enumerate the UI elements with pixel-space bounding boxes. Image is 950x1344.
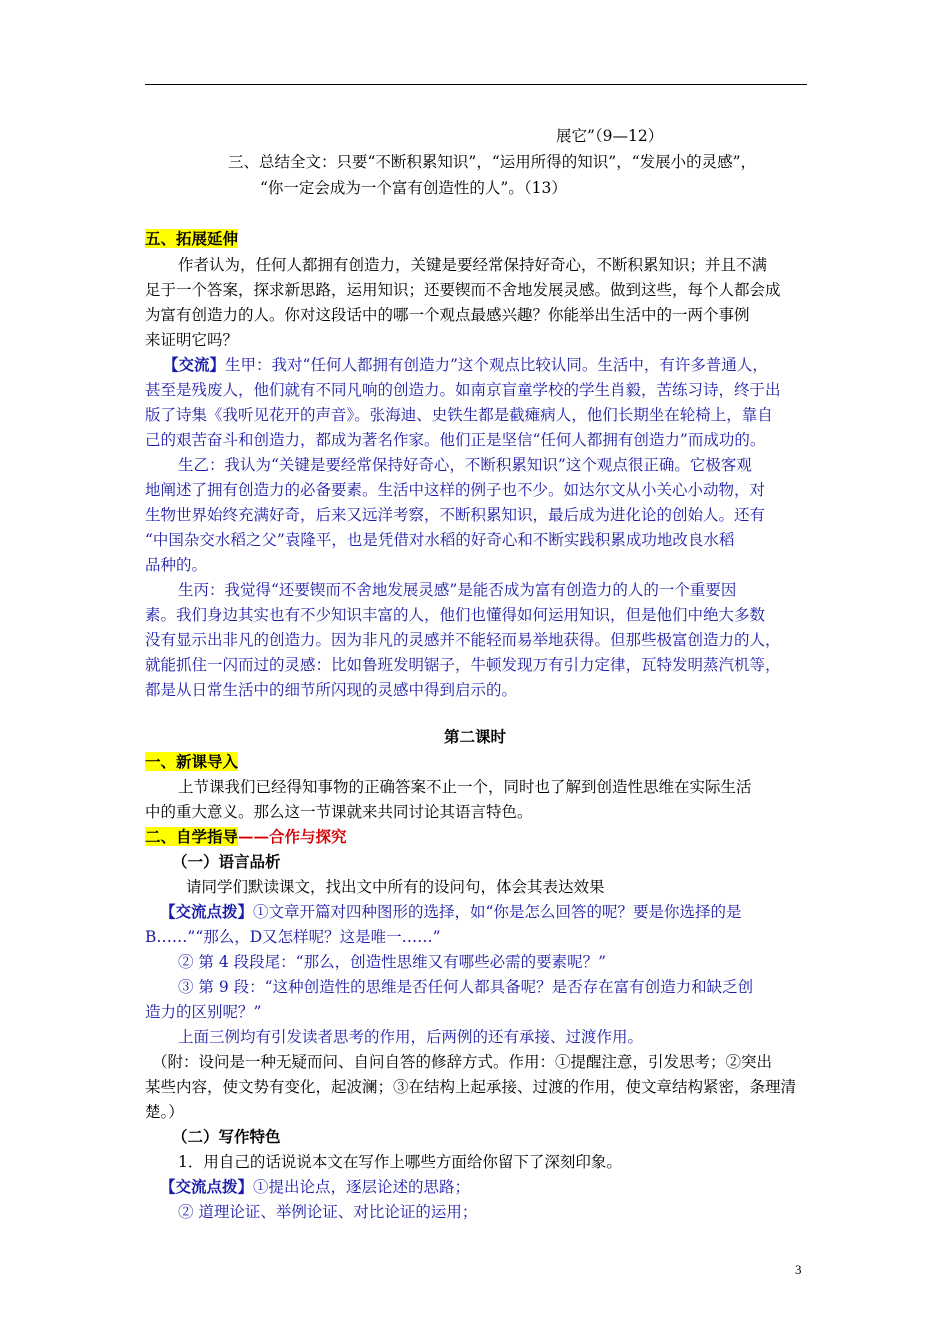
note-line: 楚。） (145, 1103, 184, 1121)
question-line: 1．用自己的话说说本文在写作上哪些方面给你留下了深刻印象。 (178, 1153, 622, 1171)
paragraph-line: 作者认为，任何人都拥有创造力，关键是要经常保持好奇心，不断积累知识；并且不满 (178, 256, 768, 274)
paragraph-line: 足于一个答案，探求新思路，运用知识；还要锲而不舍地发展灵感。做到这些，每个人都会成 (145, 281, 781, 299)
tip-line-1-cont: B……”“那么，D又怎样呢？这是唯一……” (145, 928, 441, 946)
section-heading-intro (145, 752, 238, 772)
answer-line: 素。我们身边其实也有不少知识丰富的人，他们也懂得如何运用知识，但是他们中绝大多数 (145, 606, 766, 624)
answer-line: 己的艰苦奋斗和创造力，都成为著名作家。他们正是坚信“任何人都拥有创造力”而成功的。 (145, 431, 766, 449)
header-rule (145, 84, 807, 85)
tip-line-1 (160, 902, 741, 922)
paragraph-line: 中的重大意义。那么这一节课就来共同讨论其语言特色。 (145, 803, 533, 821)
section-heading-text: 五、拓展延伸 (145, 229, 239, 248)
tip-text: ①提出论点，逐层论述的思路； (253, 1178, 471, 1196)
section-heading-extension (145, 229, 238, 249)
exchange-label: 【交流】 (163, 355, 226, 374)
answer-line: 品种的。 (145, 556, 208, 574)
tip-line-5: ② 道理论证、举例论证、对比论证的运用； (178, 1203, 478, 1221)
answer-line: “中国杂交水稻之父”袁隆平，也是凭借对水稻的好奇心和不断实践积累成功地改良水稻 (145, 531, 735, 549)
tip-line-4 (160, 1177, 470, 1197)
task-line: 请同学们默读课文，找出文中所有的设问句，体会其表达效果 (186, 878, 605, 896)
answer-line: 都是从日常生活中的细节所闪现的灵感中得到启示的。 (145, 681, 518, 699)
outline-line-1: 展它”（9—12） (556, 127, 664, 145)
paragraph-line: 来证明它吗？ (145, 331, 239, 349)
answer-line: 没有显示出非凡的创造力。因为非凡的灵感并不能轻而易举地获得。但那些极富创造力的人， (145, 631, 781, 649)
answer-line: 生乙：我认为“关键是要经常保持好奇心，不断积累知识”这个观点很正确。它极客观 (178, 456, 752, 474)
paragraph-line: 上节课我们已经得知事物的正确答案不止一个，同时也了解到创造性思维在实际生活 (178, 778, 752, 796)
tip-line-2: ② 第 4 段段尾：“那么，创造性思维又有哪些必需的要素呢？” (178, 953, 606, 971)
lesson-title: 第二课时 (443, 727, 506, 746)
subheading-writing: （二）写作特色 (172, 1127, 281, 1146)
tip-line-3: ③ 第 9 段：“这种创造性的思维是否任何人都具备呢？是否存在富有创造力和缺乏创 (178, 978, 754, 996)
tip-label: 【交流点拨】 (160, 1177, 254, 1196)
tip-line-3-cont: 造力的区别呢？” (145, 1003, 262, 1021)
answer-line: 地阐述了拥有创造力的必备要素。生活中这样的例子也不少。如达尔文从小关心小动物，对 (145, 481, 766, 499)
page-number: 3 (795, 1262, 802, 1277)
tip-text: ①文章开篇对四种图形的选择，如“你是怎么回答的呢？要是你选择的是 (253, 903, 742, 921)
section-heading-text: 二、自学指导 (145, 827, 239, 846)
answer-line: 就能抓住一闪而过的灵感：比如鲁班发明锯子，牛顿发现万有引力定律，瓦特发明蒸汽机等， (145, 656, 781, 674)
note-line: 某些内容，使文势有变化，起波澜；③在结构上起承接、过渡的作用，使文章结构紧密，条理清 (145, 1078, 797, 1096)
note-line: （附：设问是一种无疑而问、自问自答的修辞方式。作用：①提醒注意，引发思考；②突出 (152, 1053, 773, 1071)
outline-line-2: 三、总结全文：只要“不断积累知识”，“运用所得的知识”，“发展小的灵感”， (228, 153, 757, 171)
tip-summary: 上面三例均有引发读者思考的作用，后两例的还有承接、过渡作用。 (178, 1028, 644, 1046)
outline-line-3: “你一定会成为一个富有创造性的人”。（13） (260, 179, 567, 197)
answer-line: 生丙：我觉得“还要锲而不舍地发展灵感”是能否成为富有创造力的人的一个重要因 (178, 581, 737, 599)
subheading-language: （一）语言品析 (172, 852, 281, 871)
tip-label: 【交流点拨】 (160, 902, 254, 921)
section-heading-text: 一、新课导入 (145, 752, 239, 771)
answer-line: 甚至是残废人，他们就有不同凡响的创造力。如南京盲童学校的学生肖毅，苦练习诗，终于出 (145, 381, 781, 399)
answer-text: 生甲：我对“任何人都拥有创造力”这个观点比较认同。生活中，有许多普通人， (225, 356, 768, 374)
section-heading-self-study (145, 827, 347, 847)
section-heading-suffix: ——合作与探究 (238, 827, 347, 846)
paragraph-line: 为富有创造力的人。你对这段话中的哪一个观点最感兴趣？你能举出生活中的一两个事例 (145, 306, 750, 324)
exchange-answer-a-first (163, 355, 768, 375)
answer-line: 版了诗集《我听见花开的声音》。张海迪、史铁生都是截瘫病人，他们长期坐在轮椅上，靠自 (145, 406, 773, 424)
answer-line: 生物世界始终充满好奇，后来又远洋考察，不断积累知识，最后成为进化论的创始人。还有 (145, 506, 766, 524)
